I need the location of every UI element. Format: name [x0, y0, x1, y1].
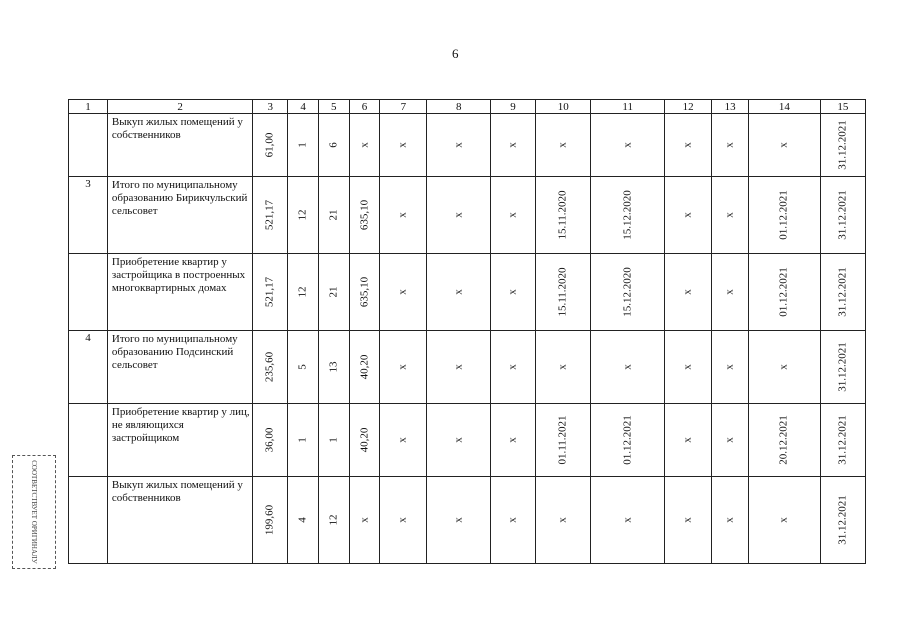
- table-cell: x: [490, 331, 535, 404]
- table-row: [69, 177, 866, 254]
- table-cell: 01.12.2021: [591, 404, 665, 477]
- table-cell: 15.12.2020: [591, 177, 665, 254]
- table-cell: 15.11.2020: [536, 254, 591, 331]
- table-cell: x: [349, 114, 380, 177]
- table-cell: x: [490, 114, 535, 177]
- table-cell: x: [380, 177, 427, 254]
- table-cell: 1: [288, 114, 319, 177]
- table-cell: x: [665, 477, 712, 564]
- program-table: [68, 99, 866, 564]
- table-cell: 01.12.2021: [749, 177, 821, 254]
- table-cell: x: [490, 477, 535, 564]
- table-cell: x: [712, 177, 749, 254]
- row-number: [69, 254, 108, 331]
- row-name: Приобретение квартир у лиц, не являющихся застройщиком: [107, 404, 252, 477]
- table-cell: x: [380, 254, 427, 331]
- table-cell: 5: [288, 331, 319, 404]
- table-cell: 12: [288, 254, 319, 331]
- table-cell: x: [665, 254, 712, 331]
- table-cell: x: [427, 477, 491, 564]
- column-number: 11: [591, 100, 665, 114]
- table-cell: 40,20: [349, 404, 380, 477]
- table-cell: 61,00: [253, 114, 288, 177]
- table-cell: 15.11.2020: [536, 177, 591, 254]
- table-cell: x: [536, 114, 591, 177]
- table-cell: 31.12.2021: [820, 114, 865, 177]
- table-cell: x: [712, 331, 749, 404]
- table-cell: 20.12.2021: [749, 404, 821, 477]
- table-cell: 12: [288, 177, 319, 254]
- table-cell: 521,17: [253, 254, 288, 331]
- table-cell: 31.12.2021: [820, 177, 865, 254]
- column-number: 7: [380, 100, 427, 114]
- table-cell: 31.12.2021: [820, 254, 865, 331]
- column-number: 1: [69, 100, 108, 114]
- column-number: 13: [712, 100, 749, 114]
- table-cell: 15.12.2020: [591, 254, 665, 331]
- table-cell: 635,10: [349, 177, 380, 254]
- row-name: Выкуп жилых помещений у собственников: [107, 114, 252, 177]
- table-cell: x: [380, 114, 427, 177]
- column-number: 4: [288, 100, 319, 114]
- row-number: [69, 404, 108, 477]
- table-cell: x: [490, 254, 535, 331]
- table-row: [69, 477, 866, 564]
- table-cell: x: [380, 404, 427, 477]
- table-cell: x: [749, 331, 821, 404]
- column-number: 9: [490, 100, 535, 114]
- table-cell: 01.12.2021: [749, 254, 821, 331]
- table-cell: x: [665, 331, 712, 404]
- table-cell: 235,60: [253, 331, 288, 404]
- table-cell: x: [712, 114, 749, 177]
- row-number: 4: [69, 331, 108, 404]
- table-cell: 31.12.2021: [820, 331, 865, 404]
- table-cell: x: [591, 477, 665, 564]
- column-number: 3: [253, 100, 288, 114]
- table-cell: x: [749, 477, 821, 564]
- table-cell: 36,00: [253, 404, 288, 477]
- table-cell: 01.11.2021: [536, 404, 591, 477]
- table-cell: x: [536, 477, 591, 564]
- table-cell: x: [427, 177, 491, 254]
- column-number: 15: [820, 100, 865, 114]
- table-cell: 4: [288, 477, 319, 564]
- table-cell: x: [712, 404, 749, 477]
- table-cell: 1: [318, 404, 349, 477]
- table-cell: x: [749, 114, 821, 177]
- table-cell: 13: [318, 331, 349, 404]
- column-number: 8: [427, 100, 491, 114]
- table-cell: x: [490, 404, 535, 477]
- stamp-text: СООТВЕТСТВУЕТ ОРИГИНАЛУ: [30, 460, 38, 564]
- table-cell: x: [427, 404, 491, 477]
- table-cell: x: [427, 114, 491, 177]
- table-cell: 31.12.2021: [820, 404, 865, 477]
- column-number: 6: [349, 100, 380, 114]
- column-number: 12: [665, 100, 712, 114]
- column-number: 14: [749, 100, 821, 114]
- table-cell: 21: [318, 254, 349, 331]
- table-cell: x: [712, 254, 749, 331]
- row-name: Выкуп жилых помещений у собственников: [107, 477, 252, 564]
- table-cell: x: [380, 331, 427, 404]
- table-cell: x: [349, 477, 380, 564]
- table-cell: 6: [318, 114, 349, 177]
- table-cell: 21: [318, 177, 349, 254]
- row-name: Приобретение квартир у застройщика в построенных многоквартирных домах: [107, 254, 252, 331]
- row-name: Итого по муниципальному образованию Подсинский сельсовет: [107, 331, 252, 404]
- table-cell: x: [427, 254, 491, 331]
- table-cell: x: [427, 331, 491, 404]
- table-cell: x: [490, 177, 535, 254]
- table-cell: 521,17: [253, 177, 288, 254]
- table-cell: x: [591, 114, 665, 177]
- page-number: 6: [452, 46, 459, 61]
- column-number-row: [69, 100, 866, 114]
- table-row: [69, 404, 866, 477]
- table-cell: 199,60: [253, 477, 288, 564]
- row-number: 3: [69, 177, 108, 254]
- table-cell: x: [591, 331, 665, 404]
- row-number: [69, 114, 108, 177]
- row-number: [69, 477, 108, 564]
- table-row: [69, 331, 866, 404]
- table-cell: 635,10: [349, 254, 380, 331]
- table-cell: 1: [288, 404, 319, 477]
- table-cell: 12: [318, 477, 349, 564]
- table-cell: x: [380, 477, 427, 564]
- table-cell: x: [712, 477, 749, 564]
- table-cell: x: [536, 331, 591, 404]
- table-cell: 40,20: [349, 331, 380, 404]
- certification-stamp: [12, 455, 56, 569]
- row-name: Итого по муниципальному образованию Бирикчульский сельсовет: [107, 177, 252, 254]
- table-cell: x: [665, 177, 712, 254]
- column-number: 2: [107, 100, 252, 114]
- table-cell: x: [665, 114, 712, 177]
- table-cell: 31.12.2021: [820, 477, 865, 564]
- column-number: 10: [536, 100, 591, 114]
- table-row: [69, 114, 866, 177]
- table-row: [69, 254, 866, 331]
- column-number: 5: [318, 100, 349, 114]
- table-cell: x: [665, 404, 712, 477]
